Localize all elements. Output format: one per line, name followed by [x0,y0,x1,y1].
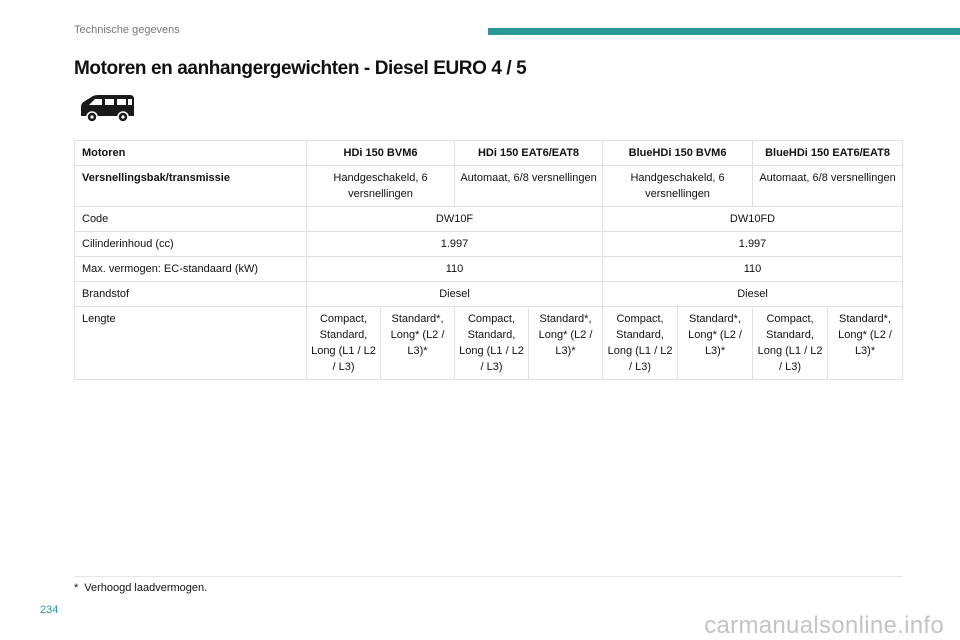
length-value: Compact, Standard, Long (L1 / L2 / L3) [307,307,381,380]
length-value: Standard*, Long* (L2 / L3)* [381,307,455,380]
row-label: Max. vermogen: EC-standaard (kW) [75,257,307,282]
table-row [75,307,903,380]
fuel-value: Diesel [307,282,603,307]
table-row [75,166,903,207]
footnote-divider [74,576,902,577]
page-title: Motoren en aanhangergewichten - Diesel EURO 4 / 5 [74,58,527,79]
van-icon [78,92,136,124]
table-row [75,232,903,257]
length-value: Standard*, Long* (L2 / L3)* [678,307,753,380]
watermark: carmanualsonline.info [704,612,944,639]
table-row [75,257,903,282]
length-value: Compact, Standard, Long (L1 / L2 / L3) [455,307,529,380]
table-row [75,207,903,232]
section-label: Technische gegevens [74,24,180,36]
length-value: Standard*, Long* (L2 / L3)* [828,307,903,380]
length-value: Compact, Standard, Long (L1 / L2 / L3) [753,307,828,380]
row-label: Lengte [75,307,307,380]
engine-header: HDi 150 BVM6 [307,141,455,166]
engine-header: BlueHDi 150 EAT6/EAT8 [753,141,903,166]
row-label: Code [75,207,307,232]
gearbox-value: Automaat, 6/8 versnellingen [753,166,903,207]
table-row [75,282,903,307]
power-value: 110 [603,257,903,282]
row-label: Cilinderinhoud (cc) [75,232,307,257]
header-accent-bar [488,28,960,35]
fuel-value: Diesel [603,282,903,307]
footnote-marker: * [74,582,79,594]
code-value: DW10F [307,207,603,232]
engine-header: HDi 150 EAT6/EAT8 [455,141,603,166]
code-value: DW10FD [603,207,903,232]
power-value: 110 [307,257,603,282]
footnote [74,582,207,594]
gearbox-value: Automaat, 6/8 versnellingen [455,166,603,207]
engine-header: BlueHDi 150 BVM6 [603,141,753,166]
displacement-value: 1.997 [307,232,603,257]
table-header-row [75,141,903,166]
header-label: Motoren [75,141,307,166]
page-number: 234 [40,604,59,616]
gearbox-value: Handgeschakeld, 6 versnellingen [603,166,753,207]
footnote-text: Verhoogd laadvermogen. [84,582,208,594]
displacement-value: 1.997 [603,232,903,257]
row-label: Brandstof [75,282,307,307]
gearbox-value: Handgeschakeld, 6 versnellingen [307,166,455,207]
length-value: Compact, Standard, Long (L1 / L2 / L3) [603,307,678,380]
engine-spec-table [74,140,903,380]
row-label: Versnellingsbak/transmissie [75,166,307,207]
length-value: Standard*, Long* (L2 / L3)* [529,307,603,380]
